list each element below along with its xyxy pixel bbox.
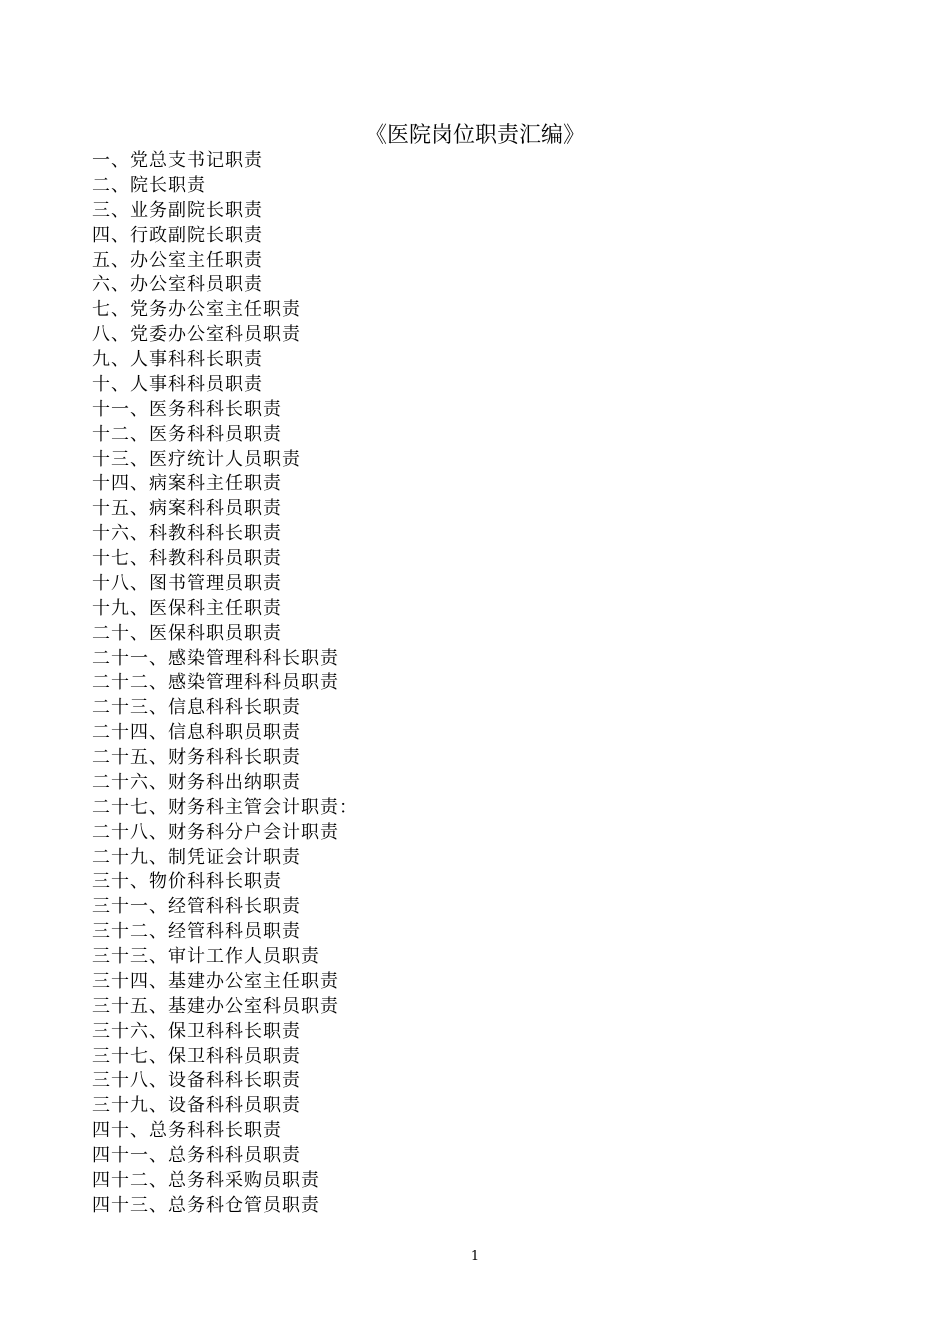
toc-item: 四十、总务科科长职责	[92, 1120, 282, 1142]
toc-item: 三十六、保卫科科长职责	[92, 1020, 301, 1042]
toc-item: 三十七、保卫科科员职责	[92, 1045, 301, 1067]
toc-item: 三十一、经管科科长职责	[92, 896, 301, 918]
toc-item: 二十四、信息科职员职责	[92, 722, 301, 744]
toc-item: 八、党委办公室科员职责	[92, 324, 301, 346]
toc-item: 二十二、感染管理科科员职责	[92, 672, 339, 694]
toc-item: 十四、病案科主任职责	[92, 473, 282, 495]
toc-item: 十三、医疗统计人员职责	[92, 448, 301, 470]
table-of-contents	[92, 149, 358, 1219]
toc-item: 四、行政副院长职责	[92, 224, 263, 246]
toc-item: 四十三、总务科仓管员职责	[92, 1194, 320, 1216]
toc-item: 二十一、感染管理科科长职责	[92, 647, 339, 669]
toc-item: 二十三、信息科科长职责	[92, 697, 301, 719]
toc-item: 二十五、财务科科长职责	[92, 747, 301, 768]
toc-item: 四十一、总务科科员职责	[92, 1145, 301, 1166]
toc-item: 二十七、财务科主管会计职责：	[92, 796, 358, 818]
toc-item: 三十九、设备科科员职责	[92, 1095, 301, 1117]
toc-item: 九、人事科科长职责	[92, 349, 263, 370]
toc-item: 一、党总支书记职责	[92, 150, 263, 171]
toc-item: 二十八、财务科分户会计职责	[92, 821, 339, 843]
toc-item: 十六、科教科科长职责	[92, 523, 282, 545]
toc-item: 十五、病案科科员职责	[92, 498, 282, 520]
toc-item: 三十、物价科科长职责	[92, 871, 282, 893]
toc-item: 二十、医保科职员职责	[92, 622, 282, 644]
toc-item: 二十九、制凭证会计职责	[92, 846, 301, 868]
toc-item: 十、人事科科员职责	[92, 373, 263, 395]
toc-item: 十二、医务科科员职责	[92, 423, 282, 445]
toc-item: 十八、图书管理员职责	[92, 572, 282, 594]
toc-item: 十七、科教科科员职责	[92, 548, 282, 569]
toc-item: 三十五、基建办公室科员职责	[92, 995, 339, 1017]
toc-item: 十一、医务科科长职责	[92, 398, 282, 420]
toc-item: 三十三、审计工作人员职责	[92, 946, 320, 967]
page-title: 《医院岗位职责汇编》	[364, 123, 585, 148]
toc-item: 四十二、总务科采购员职责	[92, 1169, 320, 1191]
toc-item: 七、党务办公室主任职责	[92, 299, 301, 321]
toc-item: 十九、医保科主任职责	[92, 597, 282, 619]
toc-item: 三十二、经管科科员职责	[92, 921, 301, 943]
toc-item: 三十八、设备科科长职责	[92, 1070, 301, 1092]
toc-item: 三、业务副院长职责	[92, 199, 263, 221]
toc-item: 三十四、基建办公室主任职责	[92, 970, 339, 992]
toc-item: 六、办公室科员职责	[92, 274, 263, 296]
toc-item: 五、办公室主任职责	[92, 249, 263, 271]
toc-item: 二、院长职责	[92, 174, 206, 196]
page-number: 1	[470, 1249, 480, 1264]
toc-item: 二十六、财务科出纳职责	[92, 771, 301, 793]
